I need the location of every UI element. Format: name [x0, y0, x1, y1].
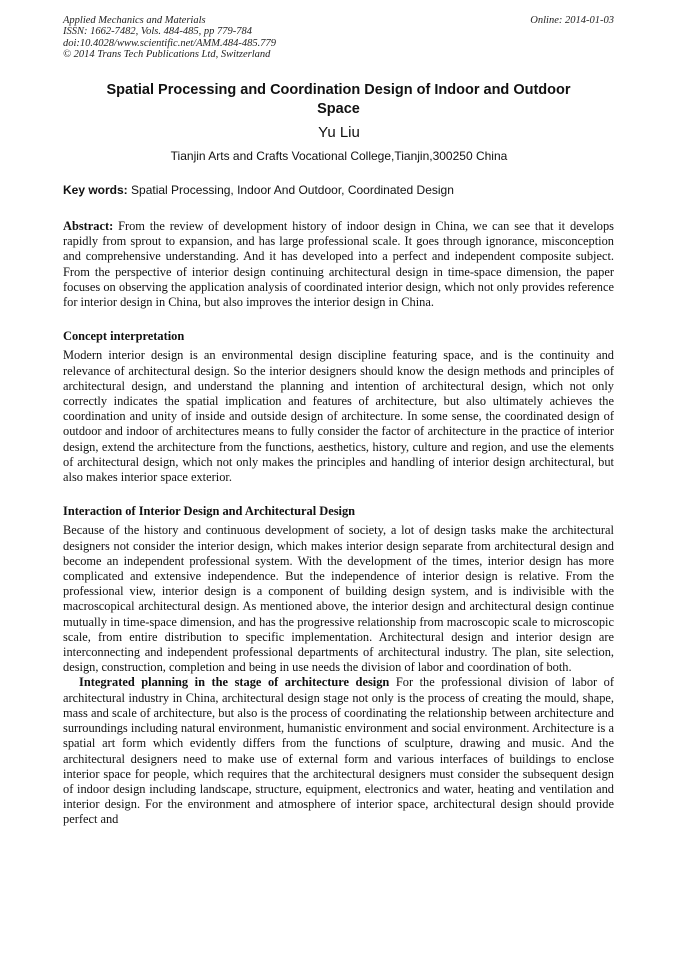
subsection-text: For the professional division of labor of architectural industry in China, architectural design stage not only is the process of creating the mould, shape, mass and scale of architecture, but also is the process of coordinating the relationship between architecture and surroundings including natural environment, humanistic environment and social environment. Architecture is a spatial art form which evidently differs from the functions of sculpture, drawing and music. And the architectural designers need to make use of external form and various interfaces of buildings to enclose interior space for people, which requires that the architectural designers must consider the subsequent design of indoor design including landscape, structure, equipment, electronics and water, heating and ventilation and interior design. For the environment and atmosphere of interior space, architectural design should provide perfect and	[63, 675, 615, 827]
section-heading-interaction: Interaction of Interior Design and Architectural Design	[63, 504, 356, 519]
online-date: Online: 2014-01-03	[530, 15, 614, 26]
abstract-label: Abstract:	[63, 219, 114, 233]
abstract-text: From the review of development history of indoor design in China, we can see that it develops rapidly from sprout to expansion, and has large professional scale. It goes through ignorance, misconception and comprehensive understanding. And it has developed into a perfect and independent composite subject. From the perspective of interior design continuing architectural design in time-space dimension, the paper focuses on observing the application analysis of coordinated interior design, which not only provides reference for interior design in China, but also improves the interior design in China.	[63, 219, 614, 310]
author-affiliation: Tianjin Arts and Crafts Vocational College,Tianjin,300250 China	[170, 149, 508, 163]
keywords	[63, 183, 614, 197]
journal-header	[63, 15, 614, 60]
paper-title	[63, 81, 614, 119]
journal-name: Applied Mechanics and Materials	[63, 15, 206, 26]
keywords-label: Key words:	[63, 183, 128, 197]
keywords-text: Spatial Processing, Indoor And Outdoor, Coordinated Design	[131, 183, 454, 197]
copyright-line: © 2014 Trans Tech Publications Ltd, Switzerland	[63, 48, 271, 60]
doi-line: doi:10.4028/www.scientific.net/AMM.484-485.779	[63, 37, 276, 49]
author-name: Yu Liu	[318, 124, 360, 141]
paper-body	[63, 219, 614, 828]
issn-line: ISSN: 1662-7482, Vols. 484-485, pp 779-784	[63, 26, 252, 38]
title-line-1: Spatial Processing and Coordination Design of Indoor and Outdoor	[106, 82, 571, 98]
section-text-interaction: Because of the history and continuous development of society, a lot of design tasks make the architectural designers not consider the interior design, which makes interior design separate from architectural design and become an independent professional system. With the development of the times, interior design has more complicated and extensive independence. But the independence of interior design is relative. From the professional view, interior design is a component of building design system, and is indivisible with the macroscopical architectural design. As mentioned above, the interior design and architectural design continue mutually in time-space dimension, and has the progressive relationship from macroscopic scale to microscopic scale, from entire distribution to specific implementation. Architectural design and interior design are interconnecting and independent professional departments of architectural industry. The plan, site selection, design, construction, completion and being in use needs the division of labor and coordination of both.	[63, 523, 614, 675]
subsection-label: Integrated planning in the stage of architecture design	[79, 675, 390, 690]
abstract	[63, 219, 614, 310]
title-line-2: Space	[317, 101, 360, 117]
section-text-concept: Modern interior design is an environmental design discipline featuring space, and is the continuity and relevance of architectural design. So the interior designers should know the design methods and principles of architectural design, and understand the planning and intention of architectural design, which not only correctly indicates the spatial implication and features of architecture, but also ultimately achieves the coordination and unity of inside and outside design of architecture. In some sense, the coordinated design of outdoor and indoor of architectures means to fully consider the factor of architecture in the practice of interior design, extend the architecture from the functions, aesthetics, history, culture and region, and use the elements of architectural design, which not only makes the principles and handling of interior design architectural, but also makes interior space exterior.	[63, 348, 614, 485]
section-heading-concept: Concept interpretation	[63, 329, 185, 344]
subsection-integrated-planning	[63, 675, 614, 827]
